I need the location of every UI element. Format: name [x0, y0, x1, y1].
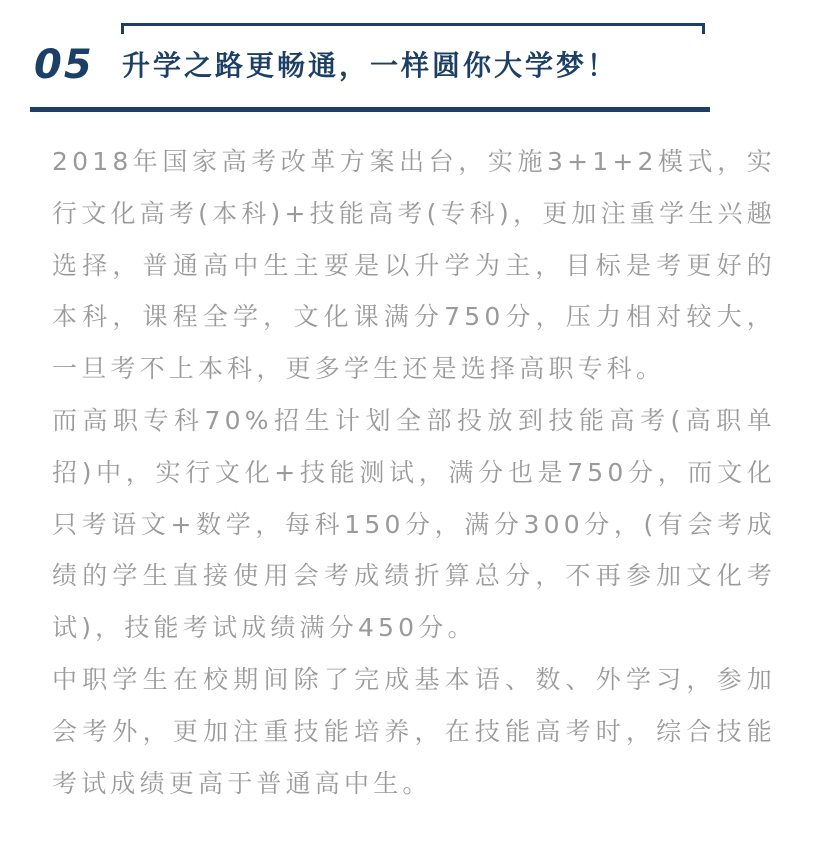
section-title: 升学之路更畅通，一样圆你大学梦！ — [122, 49, 619, 82]
paragraph-reform: 2018年国家高考改革方案出台，实施3+1+2模式，实行文化高考(本科)+技能高考(专科)，更加注重学生兴趣选择，普通高中生主要是以升学为主，目标是考更好的本科，课程全学，文化课满分750分，压力相对较大，一旦考不上本科，更多学生还是选择高职专科。 — [52, 147, 776, 384]
section-number: 05 — [34, 42, 94, 88]
paragraph-secondary-students: 中职学生在校期间除了完成基本语、数、外学习，参加会考外，更加注重技能培养，在技能高考时，综合技能考试成绩更高于普通高中生。 — [52, 664, 776, 798]
article-body — [52, 136, 776, 809]
header-box — [30, 34, 710, 112]
section-header — [0, 0, 828, 130]
paragraph-vocational-exam: 而高职专科70%招生计划全部投放到技能高考(高职单招)中，实行文化+技能测试，满分也是750分，而文化只考语文+数学，每科150分，满分300分，(有会考成绩的学生直接使用会考成绩折算总分，不再参加文化考试)，技能考试成绩满分450分。 — [52, 405, 776, 643]
